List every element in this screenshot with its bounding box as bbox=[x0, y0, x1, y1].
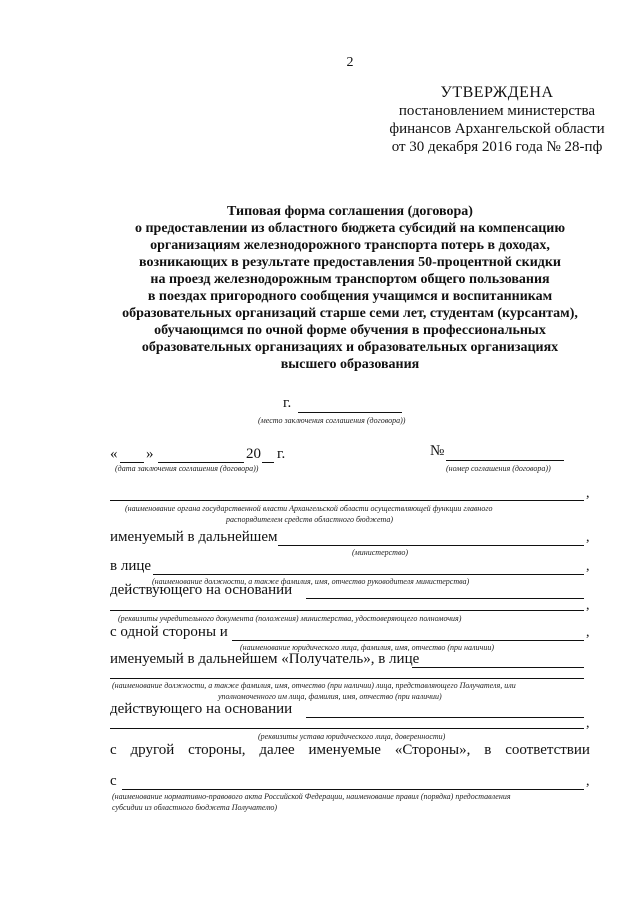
title-line: на проезд железнодорожным транспортом общего пользования bbox=[150, 272, 550, 287]
month-field[interactable] bbox=[158, 448, 244, 463]
place-prefix: г. bbox=[283, 395, 292, 411]
number-prefix: № bbox=[430, 443, 445, 459]
place-caption: (место заключения соглашения (договора)) bbox=[258, 416, 406, 425]
number-field[interactable] bbox=[446, 446, 564, 461]
title-line: о предоставлении из областного бюджета субсидий на компенсацию bbox=[134, 221, 566, 236]
word: именуемые bbox=[308, 742, 381, 758]
recipient-rep-field[interactable] bbox=[412, 653, 584, 668]
charter-field[interactable] bbox=[306, 703, 584, 718]
position-caption: (наименование должности, а также фамилия, имя, отчество руководителя министерства) bbox=[152, 577, 470, 586]
place-field[interactable] bbox=[298, 398, 402, 413]
word: «Стороны», bbox=[394, 742, 471, 758]
word: соответствии bbox=[505, 742, 590, 758]
title-line: высшего образования bbox=[280, 357, 420, 372]
approval-block bbox=[372, 84, 622, 156]
title-line: Типовая форма соглашения (договора) bbox=[227, 204, 473, 219]
recipient-rep-field-cont[interactable] bbox=[110, 668, 584, 679]
representative-field[interactable] bbox=[153, 560, 584, 575]
authority-field[interactable] bbox=[110, 488, 584, 501]
approval-line-1: постановлением министерства bbox=[398, 103, 596, 119]
named-recipient-label: именуемый в дальнейшем «Получатель», в лице bbox=[110, 651, 420, 667]
recipient-name-field[interactable] bbox=[232, 626, 584, 641]
authority-caption-2: распорядителем средств областного бюджета) bbox=[226, 515, 393, 524]
title-line: в поездах пригородного сообщения учащимся и воспитанникам bbox=[147, 289, 553, 304]
ministry-field[interactable] bbox=[278, 531, 584, 546]
title-line: организациям железнодорожного транспорта потерь в доходах, bbox=[150, 238, 550, 253]
comma: , bbox=[586, 530, 590, 545]
date-close-quote: » bbox=[146, 446, 154, 462]
ministry-caption: (министерство) bbox=[352, 548, 408, 557]
basis-field[interactable] bbox=[306, 584, 584, 599]
in-person-label: в лице bbox=[110, 558, 152, 574]
word: в bbox=[484, 742, 492, 758]
comma: , bbox=[586, 774, 590, 789]
approval-heading: УТВЕРЖДЕНА bbox=[440, 84, 554, 101]
approval-line-2: финансов Архангельской области bbox=[389, 121, 605, 137]
word: стороны, bbox=[188, 742, 246, 758]
acting-basis-label: действующего на основании bbox=[110, 582, 293, 598]
year-prefix: 20 bbox=[246, 446, 261, 462]
title-line: образовательных организациях и образовательных организациях bbox=[141, 340, 559, 355]
legal-act-caption-2: субсидии из областного бюджета Получателю) bbox=[112, 803, 278, 812]
date-open-quote: « bbox=[110, 446, 118, 462]
recipient-rep-caption-1: (наименование должности, а также фамилия, имя, отчество (при наличии) лица, представляющего Получателя, или bbox=[112, 681, 516, 690]
word: с bbox=[110, 742, 117, 758]
title-line: образовательных организаций старше семи лет, студентам (курсантам), bbox=[122, 306, 578, 321]
comma: , bbox=[586, 716, 590, 731]
named-hereinafter-label: именуемый в дальнейшем bbox=[110, 529, 278, 545]
other-side-line bbox=[110, 742, 590, 759]
word: далее bbox=[259, 742, 295, 758]
year-suffix: г. bbox=[277, 446, 286, 462]
comma: , bbox=[586, 625, 590, 640]
founding-doc-caption: (реквизиты учредительного документа (положения) министерства, удостоверяющего полномочия) bbox=[118, 614, 462, 623]
with-label: с bbox=[110, 773, 117, 789]
title-line: возникающих в результате предоставления 50-процентной скидки bbox=[138, 255, 562, 270]
approval-line-3: от 30 декабря 2016 года № 28-пф bbox=[391, 139, 603, 155]
comma: , bbox=[586, 486, 590, 501]
comma: , bbox=[586, 559, 590, 574]
recipient-rep-caption-2: уполномоченного им лица, фамилия, имя, отчество (при наличии) bbox=[218, 692, 442, 701]
authority-caption-1: (наименование органа государственной власти Архангельской области осуществляющей функции главного bbox=[125, 504, 493, 513]
legal-entity-caption: (наименование юридического лица, фамилия, имя, отчество (при наличии) bbox=[240, 643, 494, 652]
date-caption: (дата заключения соглашения (договора)) bbox=[115, 464, 259, 473]
year-field[interactable] bbox=[262, 448, 274, 463]
page-number: 2 bbox=[346, 55, 354, 70]
acting-basis-label-2: действующего на основании bbox=[110, 701, 293, 717]
title-line: обучающимся по очной форме обучения в профессиональных bbox=[154, 323, 546, 338]
word: другой bbox=[130, 742, 175, 758]
charter-caption: (реквизиты устава юридического лица, доверенности) bbox=[258, 732, 446, 741]
document-title bbox=[100, 203, 600, 373]
comma: , bbox=[586, 598, 590, 613]
number-caption: (номер соглашения (договора)) bbox=[446, 464, 551, 473]
one-side-label: с одной стороны и bbox=[110, 624, 228, 640]
charter-field-cont[interactable] bbox=[110, 718, 584, 729]
legal-act-field[interactable] bbox=[122, 775, 584, 790]
legal-act-caption-1: (наименование нормативно-правового акта Российской Федерации, наименование правил (порядка) предоставления bbox=[112, 792, 511, 801]
day-field[interactable] bbox=[120, 448, 144, 463]
basis-field-cont[interactable] bbox=[110, 600, 584, 611]
